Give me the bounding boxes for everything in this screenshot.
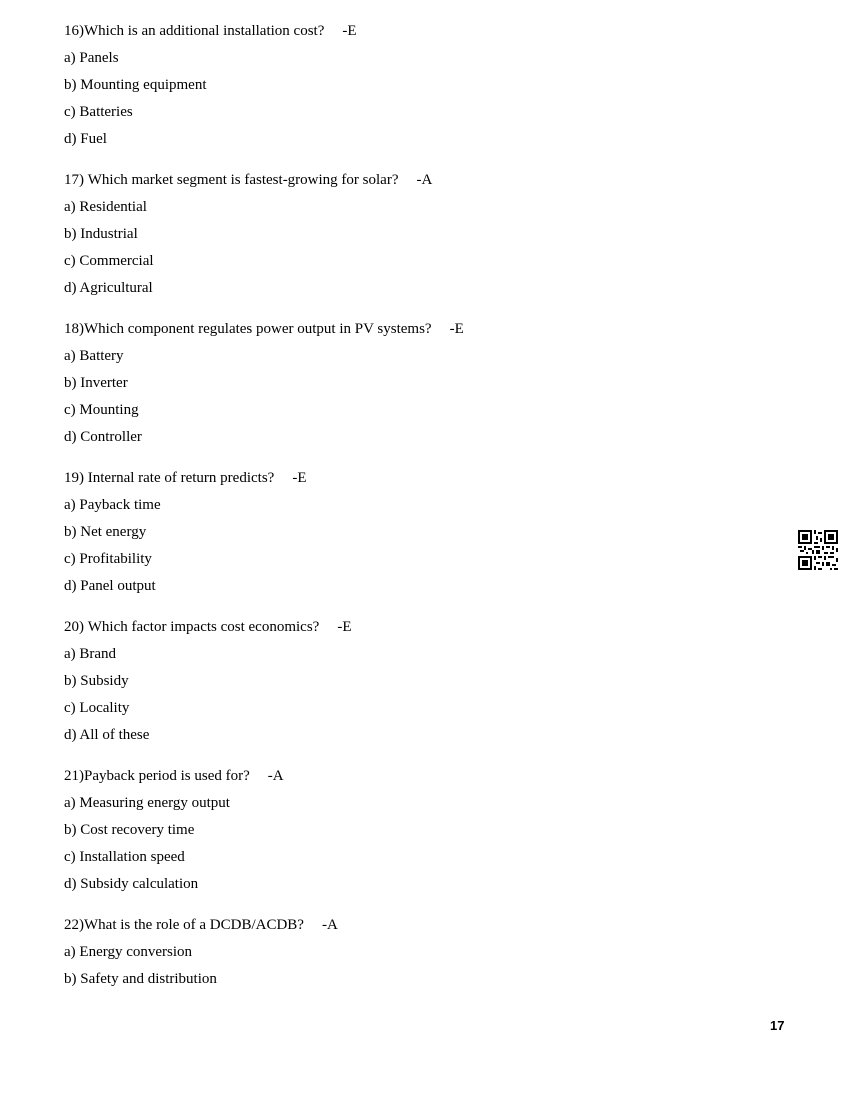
option-b: b) Inverter xyxy=(64,375,128,391)
option-c: c) Profitability xyxy=(64,551,152,567)
question-tag: -A xyxy=(416,172,433,188)
option-b: b) Cost recovery time xyxy=(64,822,195,838)
question-text: What is the role of a DCDB/ACDB? xyxy=(84,917,304,933)
question-number: 16) xyxy=(64,23,84,39)
question-number: 17) xyxy=(64,172,84,188)
question-number: 19) xyxy=(64,470,84,486)
option-c: c) Batteries xyxy=(64,104,133,120)
question-number: 21) xyxy=(64,768,84,784)
question-16 xyxy=(64,18,764,153)
option-d: d) Controller xyxy=(64,429,142,445)
option-d: d) Fuel xyxy=(64,131,107,147)
question-text: Which is an additional installation cost? xyxy=(84,23,325,39)
question-18 xyxy=(64,316,764,451)
option-b: b) Mounting equipment xyxy=(64,77,207,93)
option-a: a) Battery xyxy=(64,348,124,364)
question-number: 18) xyxy=(64,321,84,337)
question-text: Which market segment is fastest-growing for solar? xyxy=(87,172,399,188)
question-20 xyxy=(64,614,764,749)
qr-code-icon xyxy=(798,530,838,570)
question-tag: -E xyxy=(292,470,307,486)
page-number: 17 xyxy=(770,1018,785,1033)
option-d: d) Panel output xyxy=(64,578,156,594)
option-a: a) Panels xyxy=(64,50,119,66)
option-c: c) Commercial xyxy=(64,253,154,269)
option-b: b) Industrial xyxy=(64,226,138,242)
option-a: a) Energy conversion xyxy=(64,944,193,960)
option-c: c) Mounting xyxy=(64,402,139,418)
question-text: Which component regulates power output in PV systems? xyxy=(84,321,432,337)
option-b: b) Subsidy xyxy=(64,673,129,689)
option-c: c) Installation speed xyxy=(64,849,185,865)
option-b: b) Safety and distribution xyxy=(64,971,217,987)
option-d: d) Agricultural xyxy=(64,280,153,296)
option-c: c) Locality xyxy=(64,700,130,716)
question-22 xyxy=(64,912,764,993)
question-tag: -E xyxy=(342,23,357,39)
option-a: a) Residential xyxy=(64,199,147,215)
question-text: Payback period is used for? xyxy=(84,768,250,784)
option-a: a) Measuring energy output xyxy=(64,795,230,811)
question-tag: -E xyxy=(449,321,464,337)
option-b: b) Net energy xyxy=(64,524,147,540)
question-list xyxy=(64,18,764,1007)
question-21 xyxy=(64,763,764,898)
option-a: a) Payback time xyxy=(64,497,161,513)
option-a: a) Brand xyxy=(64,646,117,662)
option-d: d) Subsidy calculation xyxy=(64,876,199,892)
question-text: Which factor impacts cost economics? xyxy=(87,619,320,635)
option-d: d) All of these xyxy=(64,727,150,743)
question-17 xyxy=(64,167,764,302)
question-number: 22) xyxy=(64,917,84,933)
question-tag: -A xyxy=(267,768,284,784)
question-text: Internal rate of return predicts? xyxy=(87,470,275,486)
question-tag: -E xyxy=(337,619,352,635)
question-19 xyxy=(64,465,764,600)
question-number: 20) xyxy=(64,619,84,635)
question-tag: -A xyxy=(321,917,338,933)
